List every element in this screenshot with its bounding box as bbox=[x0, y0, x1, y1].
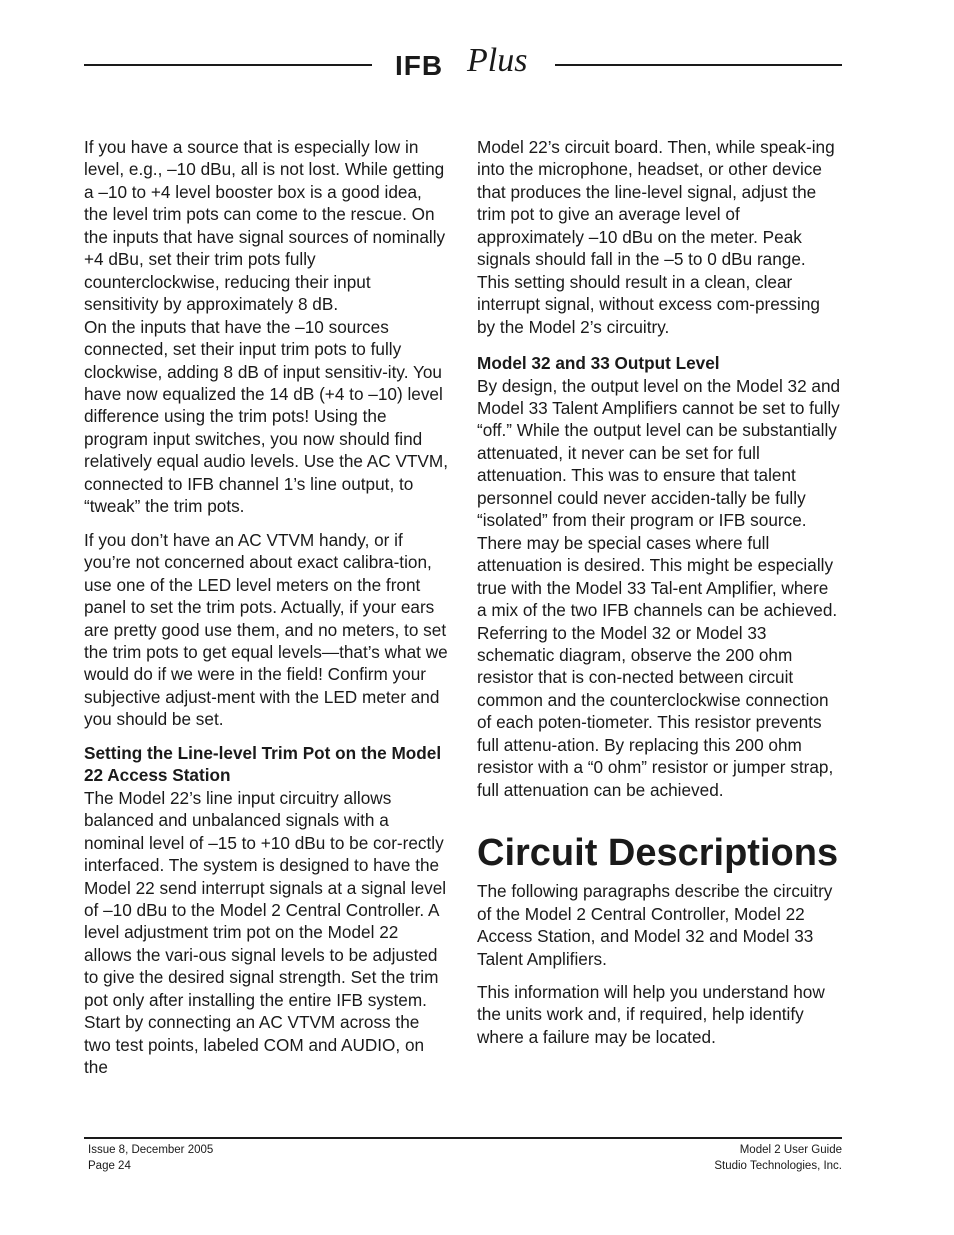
header-rule-right bbox=[555, 64, 842, 66]
right-paragraph-4: This information will help you understand how the units work and, if required, help identify where a failure may be located. bbox=[477, 981, 825, 1047]
header-rule-left bbox=[84, 64, 372, 66]
logo-main-text: IFB bbox=[395, 50, 444, 81]
right-section-heading: Model 32 and 33 Output Level bbox=[477, 353, 720, 374]
right-column bbox=[477, 136, 841, 1059]
right-paragraph-3: The following paragraphs describe the circuitry of the Model 2 Central Controller, Model 22 Access Station, and Model 32 and Model 33 Talent Amplifiers. bbox=[477, 881, 833, 969]
right-paragraph-2: By design, the output level on the Model 32 and Model 33 Talent Amplifiers cannot be set to fully “off.” While the output level can be substantially attenuated, it never can be set for full attenuation. This was to ensure that talent personnel could never acciden-tally be fully “isolated” from their program or IFB source. There may be special cases where full attenuation is desired. This might be especially true with the Model 33 Tal-ent Amplifier, where a mix of the two IFB channels can be achieved. Referring to the Model 32 or Model 33 schematic diagram, observe the 200 ohm resistor that is con-nected between circuit common and the counterclockwise connection of each poten-tiometer. This resistor prevents full attenu-ation. By replacing this 200 ohm resistor with a “0 ohm” resistor or jumper strap, full attenuation can be achieved. bbox=[477, 375, 841, 800]
footer-company: Studio Technologies, Inc. bbox=[714, 1159, 842, 1172]
left-paragraph-4: The Model 22’s line input circuitry allows balanced and unbalanced signals with a nominal level of –15 to +10 dBu to be cor-rectly interfaced. The system is designed to have the Model 22 send interrupt signals at a signal level of –10 dBu to the Model 2 Central Controller. A level adjustment trim pot on the Model 22 allows the vari-ous signal levels to be adjusted to give the desired signal strength. Set the trim pot only after installing the entire IFB system. Start by connecting an AC VTVM across the two test points, labeled COM and AUDIO, on the bbox=[84, 787, 447, 1078]
left-column bbox=[84, 136, 448, 1090]
left-paragraph-1: If you have a source that is especially low in level, e.g., –10 dBu, all is not lost. While getting a –10 to +4 level booster box is a good idea, the level trim pots can come to the rescue. On the inputs that have signal sources of nominally +4 dBu, set their trim pots fully counterclockwise, reducing their input sensitivity by approximately 8 dB. bbox=[84, 137, 446, 315]
footer-guide-title: Model 2 User Guide bbox=[739, 1144, 842, 1156]
ifb-plus-logo bbox=[395, 40, 535, 86]
left-section-heading: Setting the Line-level Trim Pot on the Model 22 Access Station bbox=[84, 742, 442, 786]
footer-rule bbox=[84, 1137, 842, 1139]
section-title: Circuit Descriptions bbox=[477, 832, 839, 875]
footer-left bbox=[88, 1143, 213, 1174]
footer-page-number: Page 24 bbox=[88, 1159, 131, 1172]
right-paragraph-1: Model 22’s circuit board. Then, while speak-ing into the microphone, headset, or other device that produces the line-level signal, adjust the trim pot to give an average level of approximately –10 dBu on the meter. Peak signals should fall in the –5 to 0 dBu range. This setting should result in a clean, clear interrupt signal, without excess com-pressing by the Model 2’s circuitry. bbox=[477, 137, 835, 337]
footer-issue: Issue 8, December 2005 bbox=[88, 1144, 214, 1156]
logo-script-text: Plus bbox=[467, 42, 528, 79]
footer-right bbox=[714, 1143, 842, 1174]
left-paragraph-3: If you don’t have an AC VTVM handy, or if you’re not concerned about exact calibra-tion, use one of the LED level meters on the front panel to set the trim pots. Actually, if your ears are pretty good use them, and no meters, to set the trim pots to get equal levels—that’s what we would do if we were in the field! Confirm your subjective adjust-ment with the LED meter and you should be set. bbox=[84, 529, 448, 730]
left-paragraph-2: On the inputs that have the –10 sources connected, set their input trim pots to fully clockwise, adding 8 dB of input sensitiv-ity. You have now equalized the 14 dB (+4 to –10) level difference using the trim pots! Using the program input switches, you now should find relatively equal audio levels. Use the AC VTVM, connected to IFB channel 1’s line output, to “tweak” the trim pots. bbox=[84, 316, 448, 517]
